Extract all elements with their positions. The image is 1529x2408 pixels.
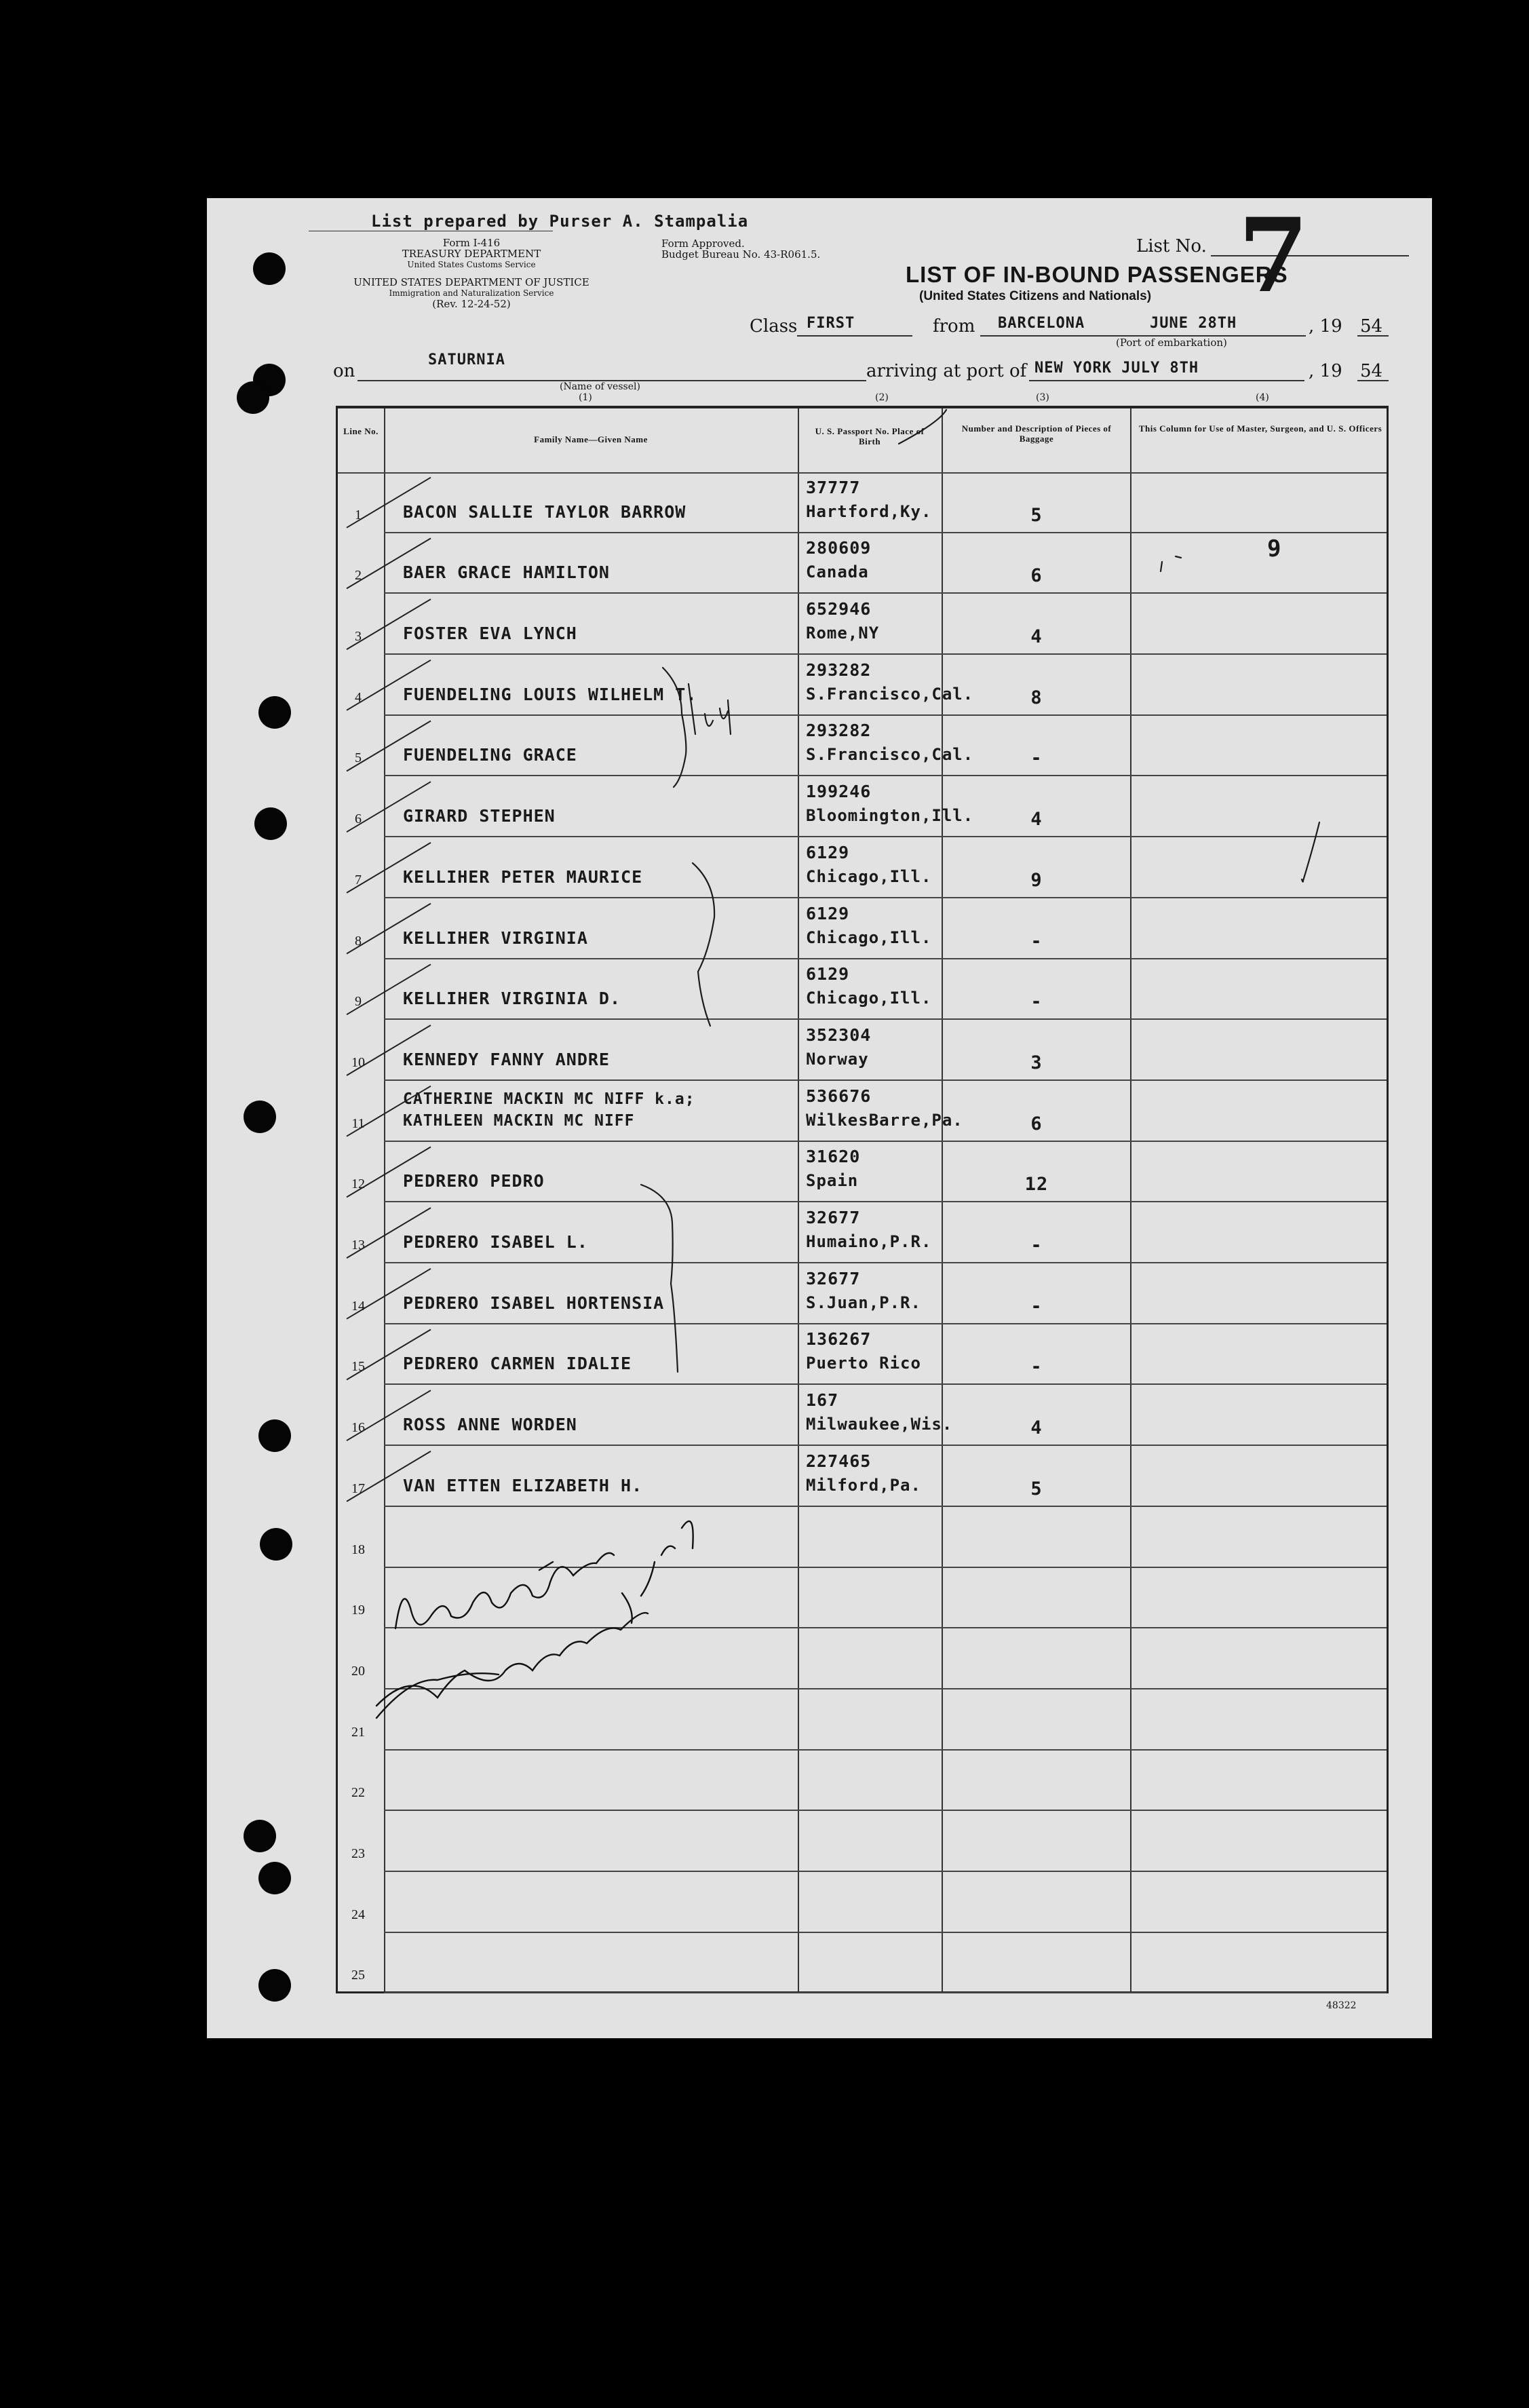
list-number: 7 — [1238, 196, 1309, 316]
baggage-count: 6 — [1030, 1113, 1043, 1134]
line-number: 9 — [355, 994, 362, 1010]
place-of-birth: Chicago,Ill. — [806, 866, 932, 886]
year-1: 54 — [1360, 316, 1383, 337]
passenger-name: ROSS ANNE WORDEN — [403, 1415, 577, 1435]
passport-number: 293282 — [806, 721, 872, 741]
baggage-count: - — [1030, 991, 1043, 1013]
passport-number: 536676 — [806, 1086, 872, 1106]
handwritten-annotations — [207, 198, 1432, 2038]
place-of-birth: Spain — [806, 1171, 859, 1191]
bracket-kelliher — [693, 863, 714, 1026]
passenger-name: PEDRERO CARMEN IDALIE — [403, 1354, 632, 1374]
check-mark — [347, 1208, 431, 1258]
column-number-1: (1) — [579, 392, 592, 403]
line-number: 20 — [351, 1663, 365, 1679]
place-of-birth: Hartford,Ky. — [806, 501, 932, 521]
year-2: 54 — [1360, 361, 1383, 381]
line-number: 17 — [351, 1480, 365, 1496]
from-value: BARCELONA — [998, 315, 1085, 332]
place-of-birth: S.Francisco,Cal. — [806, 684, 974, 704]
passenger-name: KELLIHER VIRGINIA D. — [403, 989, 621, 1009]
check-mark — [347, 538, 431, 588]
line-number: 24 — [351, 1907, 365, 1922]
baggage-count: 4 — [1030, 809, 1043, 830]
line-number: 13 — [351, 1238, 365, 1253]
line-number: 1 — [355, 507, 362, 522]
check-mark — [347, 1269, 431, 1319]
place-of-birth: Norway — [806, 1049, 869, 1069]
check-mark — [347, 1086, 431, 1136]
passport-number: 352304 — [806, 1025, 872, 1045]
immigration-service: Immigration and Naturalization Service — [389, 288, 554, 298]
passenger-name: FUENDELING GRACE — [403, 745, 577, 765]
column-header-line-no: Line No. — [343, 426, 379, 436]
line-number: 7 — [355, 872, 362, 887]
on-label: on — [333, 361, 355, 381]
column-number-3: (3) — [1036, 392, 1049, 403]
passport-number: 136267 — [806, 1329, 872, 1350]
baggage-count: - — [1030, 748, 1043, 769]
bracket-fuendeling — [663, 668, 686, 787]
form-revision: (Rev. 12-24-52) — [432, 298, 511, 310]
place-of-birth: Chicago,Ill. — [806, 928, 932, 947]
form-subtitle: (United States Citizens and Nationals) — [919, 289, 1152, 303]
arriving-port: NEW YORK JULY 8TH — [1034, 360, 1199, 377]
document-page — [207, 198, 1432, 2038]
line-number: 16 — [351, 1420, 365, 1436]
form-number: Form I-416 — [442, 237, 501, 249]
baggage-count: 5 — [1030, 1478, 1043, 1499]
place-of-birth: Humaino,P.R. — [806, 1232, 932, 1252]
form-approved: Form Approved. — [661, 237, 745, 250]
line-number: 10 — [351, 1054, 365, 1070]
baggage-count: 6 — [1030, 565, 1043, 587]
place-of-birth: Milford,Pa. — [806, 1475, 921, 1495]
signature-2 — [376, 1521, 693, 1718]
line-number: 12 — [351, 1177, 365, 1192]
column-header-passport: U. S. Passport No. Place of Birth — [815, 426, 925, 446]
column-header-baggage: Number and Description of Pieces of Baggage — [961, 423, 1112, 444]
column-number-4: (4) — [1256, 392, 1269, 403]
check-mark — [347, 1390, 431, 1440]
check-mark-passport-1 — [899, 410, 946, 444]
line-number: 22 — [351, 1785, 365, 1801]
column-number-2: (2) — [875, 392, 889, 403]
passenger-name: GIRARD STEPHEN — [403, 806, 556, 826]
passenger-name: KELLIHER VIRGINIA — [403, 928, 588, 948]
passport-number: 32677 — [806, 1268, 861, 1288]
place-of-birth: S.Francisco,Cal. — [806, 745, 974, 765]
check-mark — [347, 1330, 431, 1380]
line-number: 8 — [355, 933, 362, 949]
baggage-count: - — [1030, 1235, 1043, 1257]
baggage-count: - — [1030, 1295, 1043, 1317]
passport-number: 293282 — [806, 660, 872, 680]
passport-number: 227465 — [806, 1451, 872, 1471]
passport-number: 32677 — [806, 1208, 861, 1228]
column-header-family-name: Family Name—Given Name — [534, 434, 648, 444]
passenger-name: PEDRERO PEDRO — [403, 1171, 545, 1191]
check-mark — [347, 904, 431, 954]
line-number: 4 — [355, 689, 362, 705]
check-mark — [347, 964, 431, 1014]
officer-tick — [1161, 556, 1181, 571]
line-number: 19 — [351, 1603, 365, 1618]
baggage-count: 8 — [1030, 687, 1043, 708]
check-mark — [347, 599, 431, 649]
check-mark-officer-row6 — [1302, 822, 1319, 882]
check-mark — [347, 1025, 431, 1075]
place-of-birth: WilkesBarre,Pa. — [806, 1110, 963, 1130]
line-number: 5 — [355, 750, 362, 766]
passport-number: 37777 — [806, 477, 861, 497]
place-of-birth: Chicago,Ill. — [806, 989, 932, 1008]
passport-number: 199246 — [806, 782, 872, 802]
handwritten-initials-row4 — [689, 684, 731, 734]
check-mark — [347, 721, 431, 771]
line-number: 15 — [351, 1359, 365, 1375]
passport-number: 652946 — [806, 599, 872, 619]
budget-bureau: Budget Bureau No. 43-R061.5. — [661, 248, 821, 261]
line-number: 11 — [351, 1115, 365, 1131]
passenger-name-line-2: KATHLEEN MACKIN MC NIFF — [403, 1111, 635, 1130]
check-mark — [347, 1451, 431, 1502]
baggage-count: - — [1030, 1356, 1043, 1378]
port-of-embarkation-label: (Port of embarkation) — [1116, 337, 1227, 349]
list-number-label: List No. — [1136, 236, 1207, 256]
baggage-count: 3 — [1030, 1052, 1043, 1073]
bracket-pedrero — [641, 1185, 678, 1372]
vessel-name: SATURNIA — [428, 351, 505, 368]
officer-mark: 9 — [1267, 535, 1282, 563]
form-code: 48322 — [1326, 2000, 1357, 2011]
place-of-birth: S.Juan,P.R. — [806, 1293, 921, 1312]
check-mark — [347, 782, 431, 832]
place-of-birth: Bloomington,Ill. — [806, 806, 974, 826]
passenger-name: FUENDELING LOUIS WILHELM T. — [403, 684, 697, 704]
baggage-count: 5 — [1030, 504, 1043, 526]
treasury-department: TREASURY DEPARTMENT — [402, 248, 541, 260]
line-number: 18 — [351, 1542, 365, 1557]
passenger-name: PEDRERO ISABEL L. — [403, 1232, 588, 1253]
class-label: Class — [750, 316, 798, 337]
from-date: JUNE 28TH — [1150, 315, 1237, 332]
line-number: 3 — [355, 629, 362, 645]
passenger-name: KENNEDY FANNY ANDRE — [403, 1049, 610, 1069]
customs-service: United States Customs Service — [407, 260, 536, 269]
place-of-birth: Rome,NY — [806, 624, 880, 643]
signature-1 — [395, 1553, 614, 1628]
check-mark — [347, 478, 431, 528]
passport-number: 280609 — [806, 538, 872, 558]
passport-number: 167 — [806, 1390, 839, 1411]
line-number: 6 — [355, 811, 362, 827]
year-prefix-2: , 19 — [1309, 361, 1342, 381]
check-mark — [347, 660, 431, 710]
class-value: FIRST — [807, 315, 855, 332]
baggage-count: 12 — [1024, 1174, 1049, 1196]
vessel-name-label: (Name of vessel) — [560, 381, 640, 392]
baggage-count: 4 — [1030, 626, 1043, 648]
passport-number: 6129 — [806, 903, 850, 923]
check-mark — [347, 1147, 431, 1197]
place-of-birth: Puerto Rico — [806, 1354, 921, 1373]
justice-department: UNITED STATES DEPARTMENT OF JUSTICE — [353, 276, 589, 288]
prepared-by-line: List prepared by Purser A. Stampalia — [371, 212, 749, 231]
line-number: 23 — [351, 1846, 365, 1862]
place-of-birth: Canada — [806, 562, 869, 582]
year-prefix-1: , 19 — [1309, 316, 1342, 337]
form-title: LIST OF IN-BOUND PASSENGERS — [906, 262, 1288, 287]
from-label: from — [933, 316, 975, 337]
check-mark — [347, 843, 431, 893]
passenger-name: BACON SALLIE TAYLOR BARROW — [403, 501, 686, 522]
line-number: 2 — [355, 568, 362, 584]
passenger-name: FOSTER EVA LYNCH — [403, 624, 577, 644]
column-header-officers: This Column for Use of Master, Surgeon, and U. S. Officers — [1138, 423, 1382, 434]
line-number: 21 — [351, 1724, 365, 1740]
passport-number: 6129 — [806, 842, 850, 862]
baggage-count: 9 — [1030, 869, 1043, 891]
baggage-count: 4 — [1030, 1417, 1043, 1439]
passenger-name: PEDRERO ISABEL HORTENSIA — [403, 1293, 665, 1313]
passenger-name: VAN ETTEN ELIZABETH H. — [403, 1475, 643, 1495]
passport-number: 31620 — [806, 1147, 861, 1167]
passport-number: 6129 — [806, 964, 850, 985]
place-of-birth: Milwaukee,Wis. — [806, 1415, 953, 1434]
line-number: 25 — [351, 1968, 365, 1983]
passenger-name: BAER GRACE HAMILTON — [403, 562, 610, 583]
arriving-label: arriving at port of — [866, 361, 1027, 381]
passenger-name: CATHERINE MACKIN MC NIFF k.a; — [403, 1090, 695, 1108]
line-number: 14 — [351, 1298, 365, 1314]
passenger-name: KELLIHER PETER MAURICE — [403, 866, 643, 887]
baggage-count: - — [1030, 930, 1043, 952]
